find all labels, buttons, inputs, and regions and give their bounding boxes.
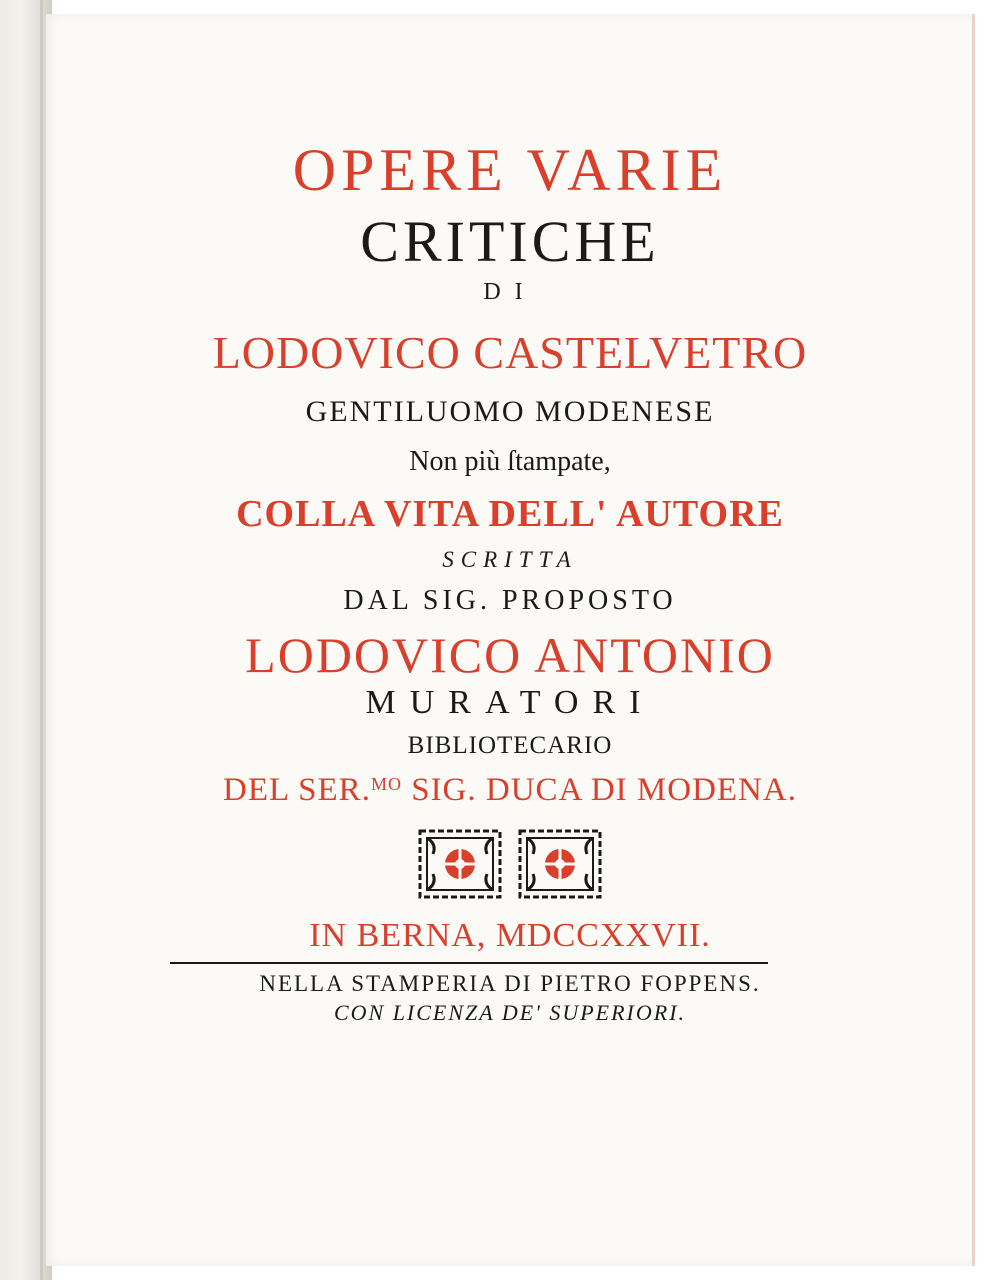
biographer-name: LODOVICO ANTONIO	[245, 627, 775, 683]
dal-sig-proposto-line: DAL SIG. PROPOSTO	[343, 585, 677, 616]
patron-line-start: DEL SER.	[223, 772, 371, 808]
title-line-di: DI	[483, 279, 537, 305]
biographer-title: BIBLIOTECARIO	[407, 732, 613, 759]
scritta-line: SCRITTA	[442, 547, 578, 572]
title-line-opere-varie: OPERE VARIE	[292, 137, 728, 203]
author-description: GENTILUOMO MODENESE	[305, 395, 715, 428]
imprint-rule	[170, 962, 768, 964]
unpublished-note: Non più ſtampate,	[409, 446, 611, 477]
title-line-critiche: CRITICHE	[360, 209, 660, 274]
floral-cartouche-ornament-icon	[417, 828, 503, 900]
patron-line	[46, 772, 974, 809]
license-line: CON LICENZA DE' SUPERIORI.	[333, 1000, 687, 1025]
patron-line-end: SIG. DUCA DI MODENA.	[401, 772, 797, 808]
floral-cartouche-ornament-icon	[517, 828, 603, 900]
life-of-author-line: COLLA VITA DELL' AUTORE	[236, 493, 784, 535]
author-name: LODOVICO CASTELVETRO	[212, 327, 808, 378]
patron-superscript: MO	[370, 774, 402, 794]
printer-ornaments	[46, 828, 974, 900]
spine-fold-shadow	[40, 0, 43, 1280]
imprint-place-date: IN BERNA, MDCCXXVII.	[309, 917, 711, 954]
book-spine	[0, 0, 52, 1280]
biographer-surname: MURATORI	[365, 684, 655, 721]
printer-line: NELLA STAMPERIA DI PIETRO FOPPENS.	[259, 971, 761, 996]
